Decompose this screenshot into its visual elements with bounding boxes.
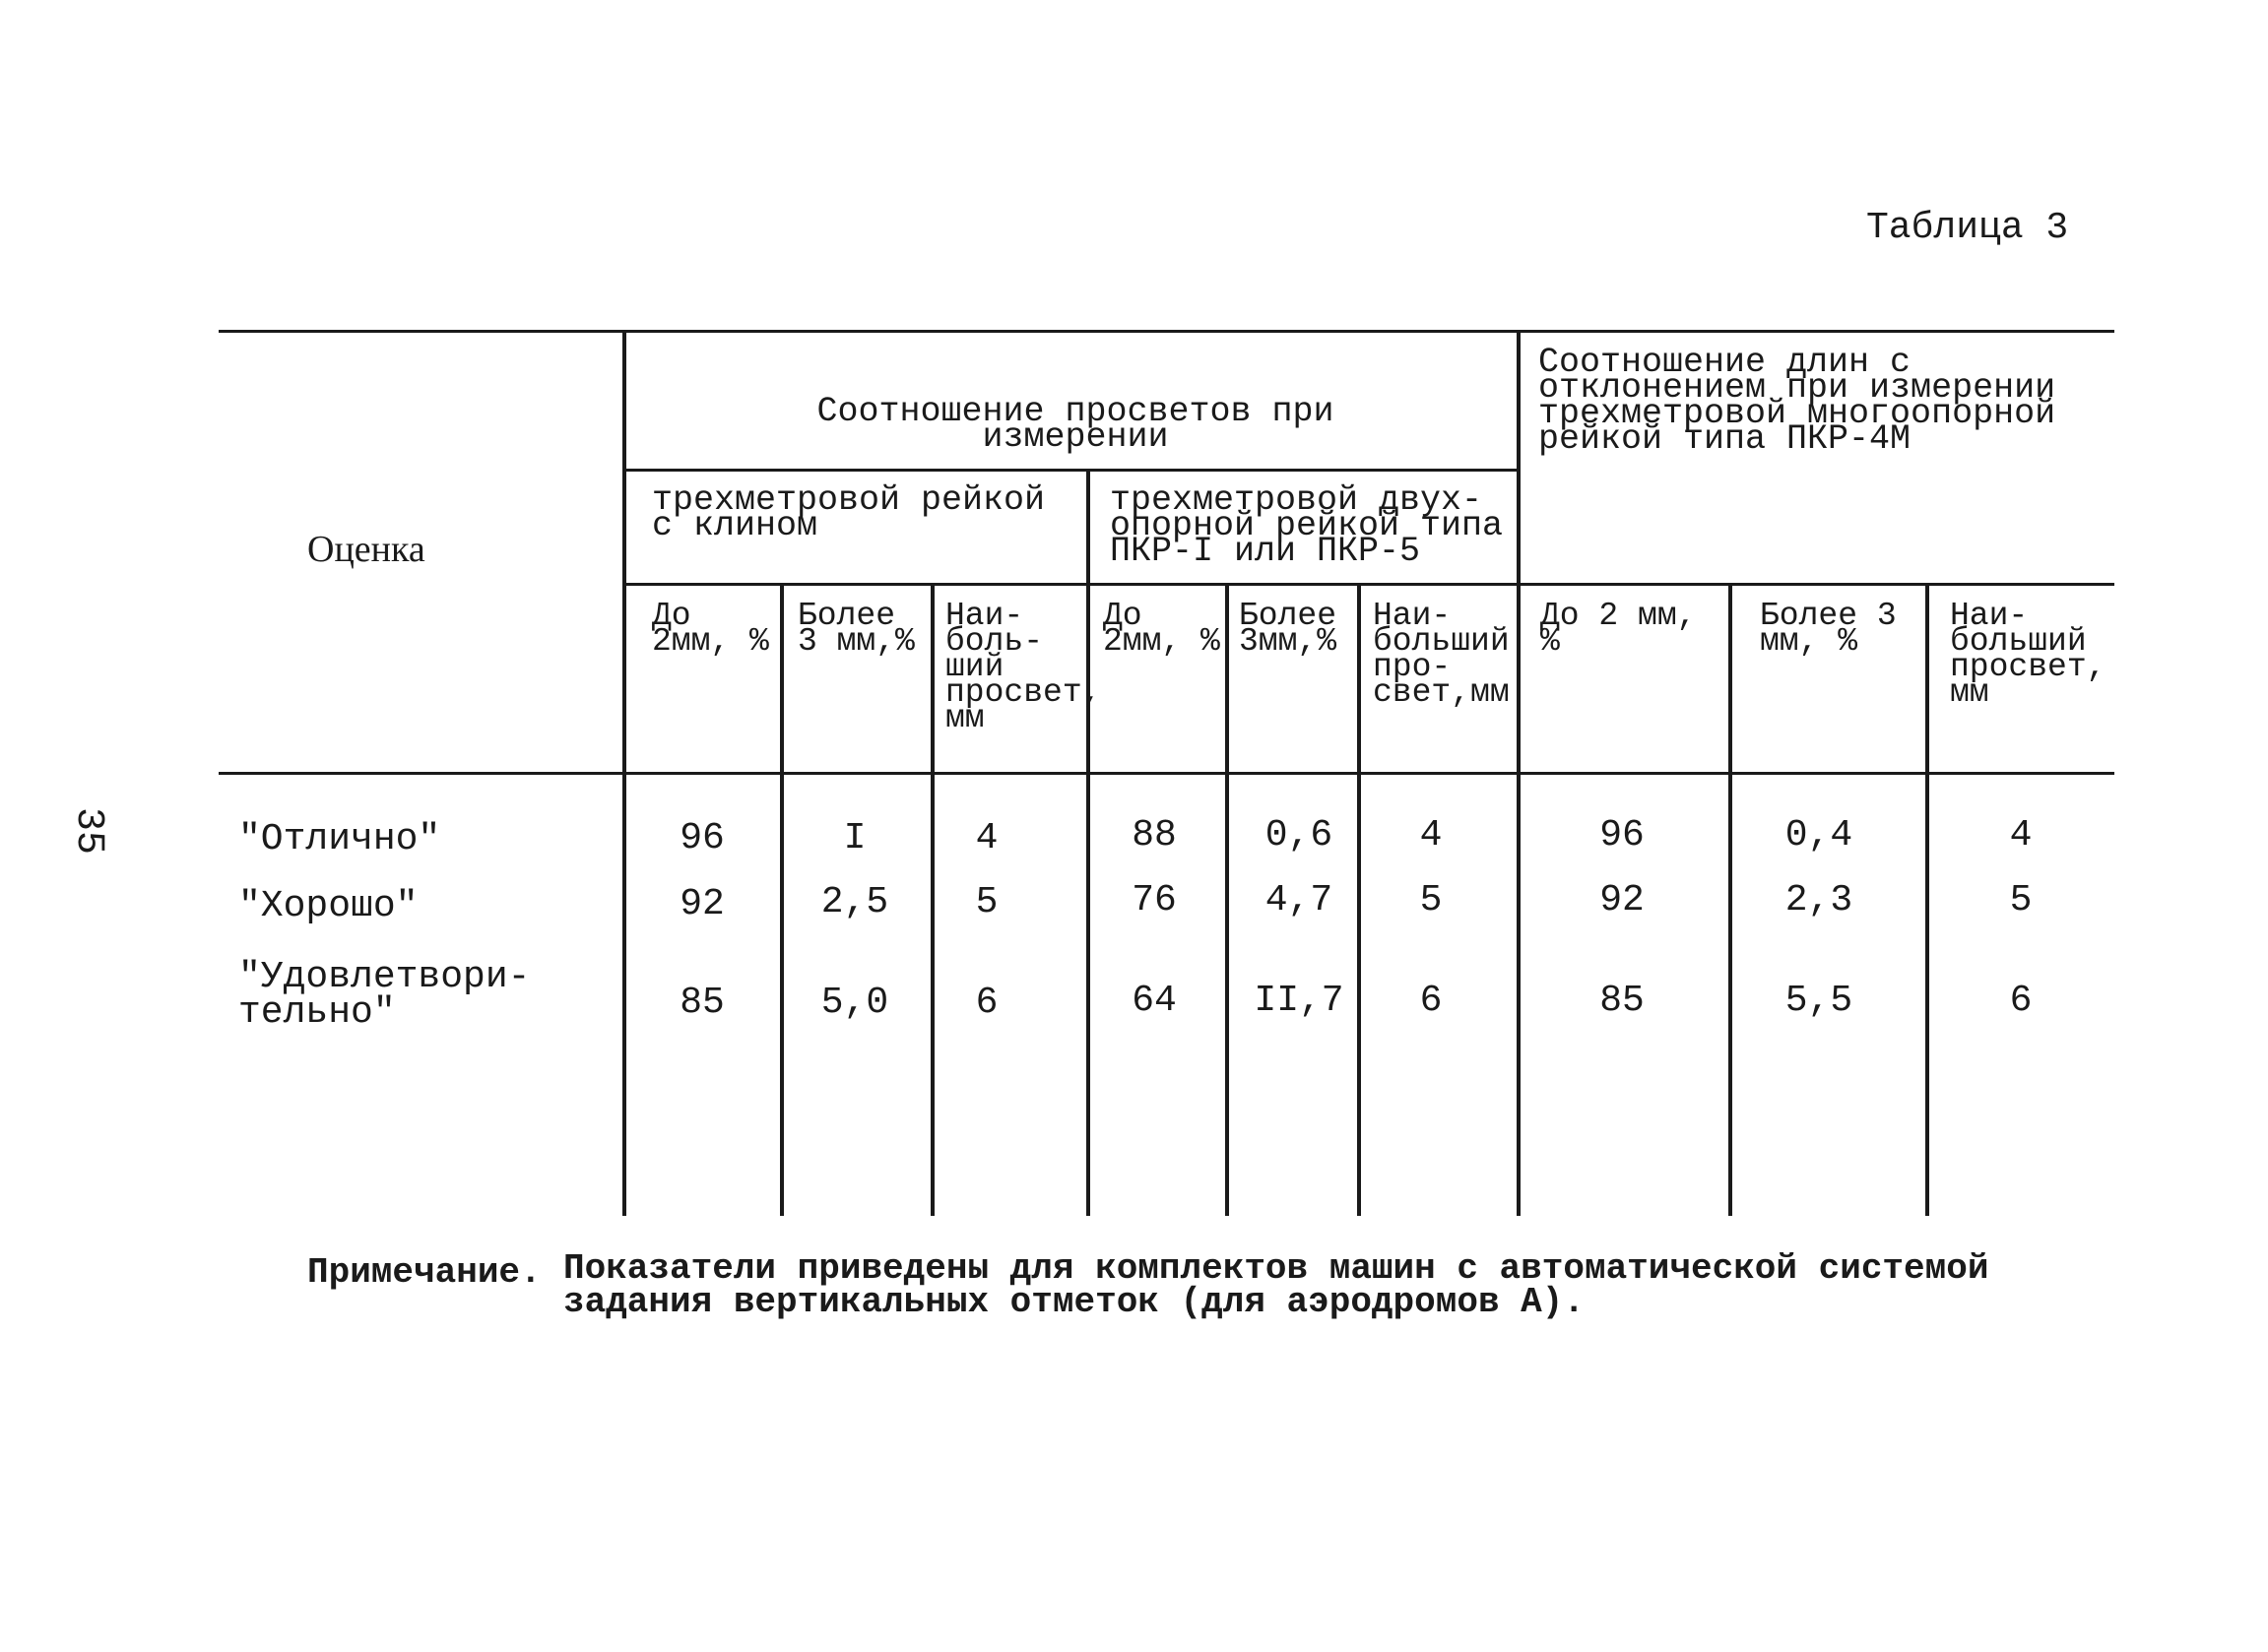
table-cell: 4 <box>1419 814 1443 857</box>
note-text: Показатели приведены для комплектов машин с автоматической системой задания вертикальных отметок (для аэродромов А). <box>563 1248 1989 1322</box>
table-cell: 5 <box>975 881 999 923</box>
table-cell: 64 <box>1132 980 1177 1022</box>
table-top-rule <box>219 330 2114 333</box>
table-cell: I <box>843 817 867 859</box>
wedge-sub-3: Наи-боль-ший просвет, мм <box>945 598 1102 736</box>
rating-header: Оценка <box>307 529 425 570</box>
wedge-sub-2: Более 3 мм,% <box>798 598 915 660</box>
main-group-header: Соотношение просветов при измерении <box>816 392 1334 457</box>
table-cell: 0,4 <box>1784 814 1853 857</box>
col-divider <box>1728 584 1732 1216</box>
row-label-satisfactory: "Удовлетвори-тельно" <box>238 956 531 1034</box>
wedge-sub-1: До 2мм, % <box>652 598 769 660</box>
table-note <box>307 1248 2129 1322</box>
page-number: 35 <box>66 807 110 856</box>
table-cell: 85 <box>680 982 725 1024</box>
table-cell: 0,6 <box>1264 814 1333 857</box>
multi-sub-1: До 2 мм, % <box>1540 598 1697 660</box>
two-support-group-header: трехметровой двух-опорной рейкой типа ПКР-I или ПКР-5 <box>1110 480 1504 571</box>
table-cell: 6 <box>2009 980 2033 1022</box>
table-cell: 5,0 <box>820 982 889 1024</box>
note-label: Примечание. <box>307 1252 542 1293</box>
multi-support-group-header: Соотношение длин с отклонением при измерении трехметровой многоопорной рейкой типа ПКР-4М <box>1538 343 2056 459</box>
table-cell: 96 <box>680 817 725 859</box>
table-caption: Таблица 3 <box>1866 207 2069 249</box>
table-cell: 6 <box>975 982 999 1024</box>
wedge-group-header: трехметровой рейкой с клином <box>652 480 1046 545</box>
col-divider <box>1225 584 1229 1216</box>
table-cell: 4 <box>975 817 999 859</box>
col-divider <box>622 330 626 1216</box>
header-bottom-rule <box>219 772 2114 775</box>
table-cell: II,7 <box>1254 980 1344 1022</box>
multi-sub-2: Более 3 мм, % <box>1760 598 1897 660</box>
table-cell: 92 <box>680 883 725 925</box>
table-cell: 88 <box>1132 814 1177 857</box>
table-cell: 5 <box>1419 879 1443 921</box>
table-cell: 4 <box>2009 814 2033 857</box>
multi-sub-3: Наи-больший просвет, мм <box>1950 598 2106 711</box>
two-sub-1: До 2мм, % <box>1103 598 1220 660</box>
table-cell: 2,3 <box>1784 879 1853 921</box>
table-cell: 2,5 <box>820 881 889 923</box>
table-cell: 76 <box>1132 879 1177 921</box>
table-cell: 4,7 <box>1264 879 1333 921</box>
table-cell: 5 <box>2009 879 2033 921</box>
table-cell: 96 <box>1599 814 1645 857</box>
col-divider <box>780 584 784 1216</box>
col-divider <box>1517 330 1521 1216</box>
table-cell: 6 <box>1419 980 1443 1022</box>
table-cell: 5,5 <box>1784 980 1853 1022</box>
row-label-good: "Хорошо" <box>238 885 419 927</box>
rule-under-main-group <box>624 469 1519 472</box>
two-sub-2: Более 3мм,% <box>1239 598 1337 660</box>
ratings-table <box>219 330 2114 1216</box>
two-sub-3: Наи-больший про-свет,мм <box>1373 598 1510 711</box>
col-divider <box>1925 584 1929 1216</box>
row-label-excellent: "Отлично" <box>238 818 441 860</box>
table-cell: 85 <box>1599 980 1645 1022</box>
rule-under-subgroups <box>624 583 2114 586</box>
table-cell: 92 <box>1599 879 1645 921</box>
